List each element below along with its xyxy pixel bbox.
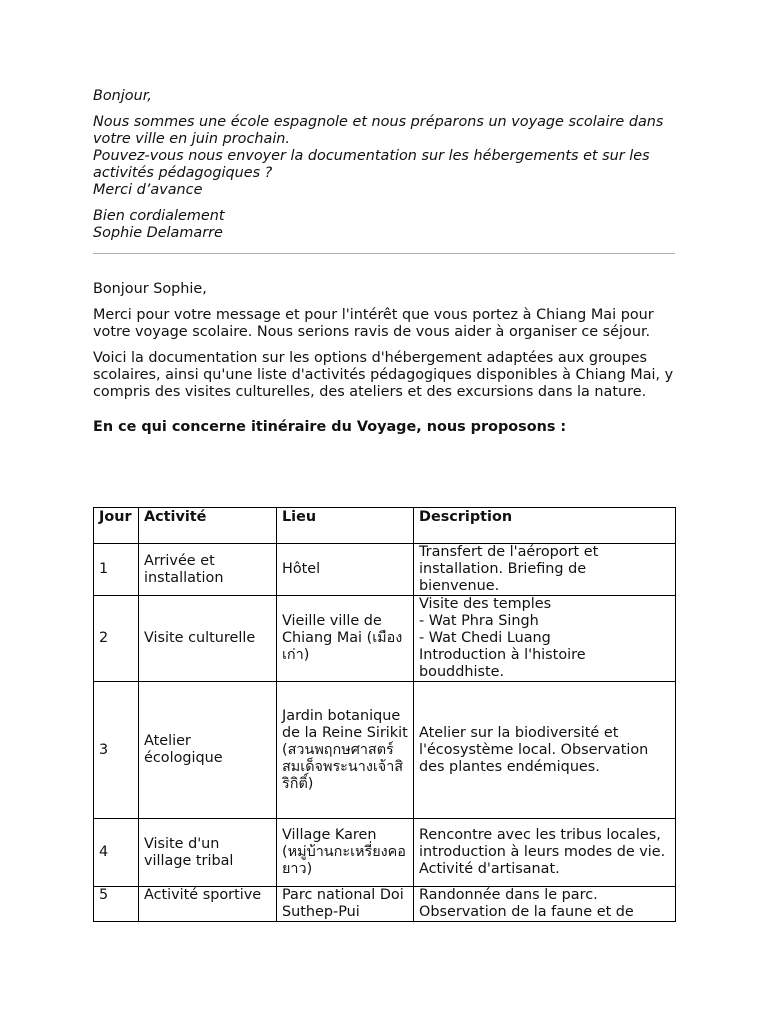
cell-place: Village Karen (หมู่บ้านกะเหรี่ยงคอยาว) (277, 819, 414, 887)
itinerary-table (93, 507, 676, 922)
document-page (93, 88, 675, 436)
cell-day: 4 (94, 819, 139, 887)
table-row (94, 682, 676, 819)
itinerary-heading: En ce qui concerne itinéraire du Voyage, nous proposons : (93, 419, 567, 435)
reply-paragraph: Merci pour votre message et pour l'intérêt que vous portez à Chiang Mai pour votre voyage scolaire. Nous serions ravis de vous aider à organiser ce séjour. (93, 307, 654, 340)
cell-day: 5 (94, 887, 139, 922)
cell-day: 3 (94, 682, 139, 819)
email-body-line: Pouvez-vous nous envoyer la documentation sur les hébergements et sur les activités pédagogiques ? (93, 148, 650, 181)
reply-paragraph: Voici la documentation sur les options d'hébergement adaptées aux groupes scolaires, ainsi qu'une liste d'activités pédagogiques disponibles à Chiang Mai, y compris des visites culturelles, des ateliers et des excursions dans la nature. (93, 350, 674, 400)
reply-message (93, 281, 675, 436)
header-day: Jour (94, 508, 139, 544)
original-email (93, 88, 675, 242)
table-row (94, 819, 676, 887)
cell-activity: Visite d'un village tribal (139, 819, 277, 887)
description-line: - Wat Chedi Luang (419, 630, 551, 646)
email-signature: Sophie Delamarre (93, 225, 223, 241)
cell-activity: Atelier écologique (139, 682, 277, 819)
cell-activity: Arrivée et installation (139, 544, 277, 596)
email-body-line: Nous sommes une école espagnole et nous préparons un voyage scolaire dans votre ville en juin prochain. (93, 114, 664, 147)
email-greeting: Bonjour, (93, 88, 152, 104)
cell-activity: Visite culturelle (139, 596, 277, 682)
header-activity: Activité (139, 508, 277, 544)
table-row (94, 596, 676, 682)
cell-activity: Activité sportive (139, 887, 277, 922)
description-line: Introduction à l'histoire bouddhiste. (419, 647, 586, 680)
header-place: Lieu (277, 508, 414, 544)
separator-line (93, 253, 675, 254)
description-line: Visite des temples (419, 596, 552, 612)
table-header-row (94, 508, 676, 544)
cell-place: Jardin botanique de la Reine Sirikit (สวนพฤกษศาสตร์สมเด็จพระนางเจ้าสิริกิติ์) (277, 682, 414, 819)
cell-place: Hôtel (277, 544, 414, 596)
cell-description: Rencontre avec les tribus locales, introduction à leurs modes de vie. Activité d'artisanat. (414, 819, 676, 887)
email-closing: Bien cordialement (93, 208, 225, 224)
cell-day: 2 (94, 596, 139, 682)
cell-place: Vieille ville de Chiang Mai (เมืองเก่า) (277, 596, 414, 682)
email-body-line: Merci d’avance (93, 182, 203, 198)
cell-description (414, 596, 676, 682)
cell-day: 1 (94, 544, 139, 596)
table-row (94, 887, 676, 922)
reply-greeting: Bonjour Sophie, (93, 281, 207, 297)
cell-place: Parc national Doi Suthep-Pui (277, 887, 414, 922)
cell-description: Randonnée dans le parc. Observation de la faune et de (414, 887, 676, 922)
header-description: Description (414, 508, 676, 544)
cell-description: Atelier sur la biodiversité et l'écosystème local. Observation des plantes endémiques. (414, 682, 676, 819)
cell-description: Transfert de l'aéroport et installation. Briefing de bienvenue. (414, 544, 676, 596)
table-row (94, 544, 676, 596)
description-line: - Wat Phra Singh (419, 613, 539, 629)
